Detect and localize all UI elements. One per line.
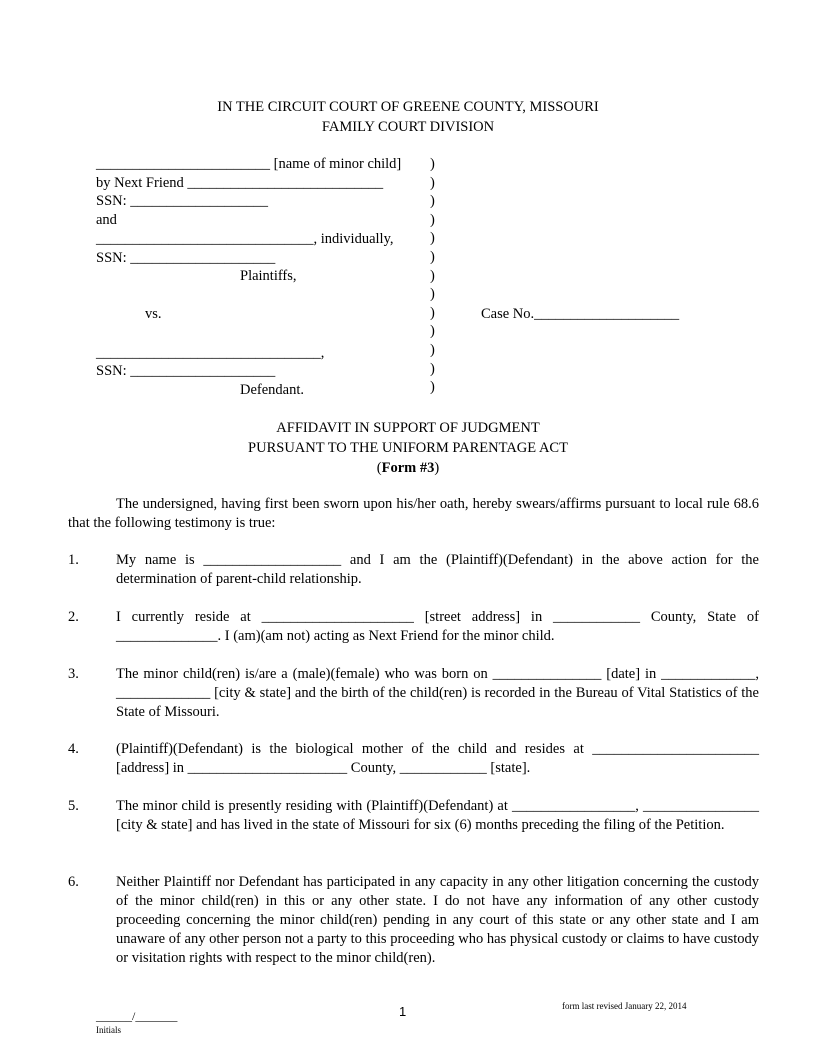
paren: ) [430, 286, 435, 303]
affidavit-subtitle: PURSUANT TO THE UNIFORM PARENTAGE ACT [248, 440, 568, 456]
form-revised-date: form last revised January 22, 2014 [562, 1001, 687, 1011]
paragraph-4-text: (Plaintiff)(Defendant) is the biological mother of the child and resides at _______________________ [address] in ______________________ County, ____________ [state]. [116, 741, 759, 776]
caption-ssn-2: SSN: ____________________ [96, 250, 276, 266]
paragraph-4-number: 4. [68, 741, 79, 757]
paragraph-1-text: My name is ___________________ and I am the (Plaintiff)(Defendant) in the above action for the determination of parent-child relationship. [116, 552, 759, 587]
paragraph-3-number: 3. [68, 666, 79, 682]
caption-ssn-1: SSN: ___________________ [96, 193, 269, 209]
initials-label: Initials [96, 1025, 121, 1035]
paren: ) [430, 230, 435, 247]
paren: ) [430, 267, 435, 284]
paragraph-5-text: The minor child is presently residing with (Plaintiff)(Defendant) at _________________, ________________ [city & state] and has lived in the state of Missouri for six (6) months preceding the filing of the Petition. [116, 798, 759, 833]
paragraph-1-number: 1. [68, 552, 79, 568]
paren: ) [430, 248, 435, 265]
paragraph-6-number: 6. [68, 874, 79, 890]
paren: ) [430, 211, 435, 228]
paragraph-3-text: The minor child(ren) is/are a (male)(female) who was born on _______________ [date] in _____________, _____________ [city & state] and the birth of the child(ren) is recorded in the Bureau of Vital Statistics of the State of Missouri. [116, 666, 759, 720]
case-number: Case No.____________________ [481, 306, 680, 322]
paren: ) [430, 360, 435, 377]
court-division: FAMILY COURT DIVISION [321, 119, 495, 135]
caption-defendant: Defendant. [240, 382, 305, 398]
caption-next-friend: by Next Friend ___________________________ [96, 175, 384, 191]
initials-line: ______/_______ [96, 1009, 178, 1023]
paragraph-5-number: 5. [68, 798, 79, 814]
paren: ) [430, 341, 435, 358]
caption-minor-child: ________________________ [name of minor child] [96, 156, 402, 172]
caption-plaintiffs: Plaintiffs, [240, 268, 297, 284]
court-name: IN THE CIRCUIT COURT OF GREENE COUNTY, MISSOURI [217, 99, 599, 115]
paragraph-2-number: 2. [68, 609, 79, 625]
affidavit-title: AFFIDAVIT IN SUPPORT OF JUDGMENT [276, 420, 540, 436]
intro-paragraph: The undersigned, having first been sworn upon his/her oath, hereby swears/affirms pursuant to local rule 68.6 that the following testimony is true: [68, 496, 759, 531]
paren: ) [430, 156, 435, 172]
caption-defendant-name: _______________________________, [96, 345, 325, 361]
caption-ssn-3: SSN: ____________________ [96, 363, 276, 379]
form-number-bold: Form #3 [381, 460, 435, 476]
paragraph-2-text: I currently reside at _____________________ [street address] in ____________ County, State of ______________. I (am)(am not) acting as Next Friend for the minor child. [116, 609, 759, 644]
paren: ) [430, 323, 435, 340]
paren: ) [430, 379, 435, 396]
caption-individually: ______________________________, individually, [96, 231, 394, 247]
page-number: 1 [399, 1004, 407, 1019]
paren: ) [430, 174, 435, 191]
paren: ) [430, 304, 435, 321]
paren: ) [430, 193, 435, 210]
caption-and: and [96, 212, 117, 228]
caption-vs: vs. [145, 306, 162, 322]
paragraph-6-text: Neither Plaintiff nor Defendant has participated in any capacity in any other litigation concerning the custody of the minor child(ren) in this or any other state. I do not have any information of any other custody proceeding concerning the minor child(ren) pending in any court of this state or any other state and I am unaware of any other person not a party to this proceeding who has physical custody or claims to have custody or visitation rights with respect to the minor child(ren). [116, 874, 759, 966]
caption-paren-column [430, 155, 435, 397]
form-number: (Form #3) [376, 460, 440, 476]
